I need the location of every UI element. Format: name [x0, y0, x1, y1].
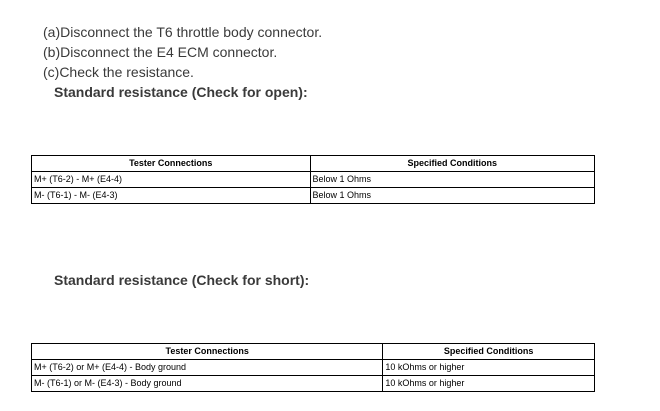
column-header-tester-connections: Tester Connections: [32, 156, 311, 172]
specified-condition-cell: Below 1 Ohms: [310, 172, 595, 188]
tester-connection-cell: M- (T6-1) - M- (E4-3): [32, 188, 311, 204]
open-check-heading: Standard resistance (Check for open):: [54, 84, 308, 100]
specified-condition-cell: 10 kOhms or higher: [383, 360, 595, 376]
table-row: [32, 376, 595, 392]
table-header-row: [32, 344, 595, 360]
table-row: [32, 360, 595, 376]
table-header-row: [32, 156, 595, 172]
step-a-text: (a)Disconnect the T6 throttle body connector.: [43, 24, 323, 40]
specified-condition-cell: Below 1 Ohms: [310, 188, 595, 204]
open-check-table: [31, 155, 595, 204]
short-check-table: [31, 343, 595, 392]
tester-connection-cell: M- (T6-1) or M- (E4-3) - Body ground: [32, 376, 383, 392]
tester-connection-cell: M+ (T6-2) - M+ (E4-4): [32, 172, 311, 188]
tester-connection-cell: M+ (T6-2) or M+ (E4-4) - Body ground: [32, 360, 383, 376]
table-row: [32, 188, 595, 204]
column-header-specified-conditions: Specified Conditions: [383, 344, 595, 360]
specified-condition-cell: 10 kOhms or higher: [383, 376, 595, 392]
step-b-text: (b)Disconnect the E4 ECM connector.: [43, 44, 278, 60]
table-row: [32, 172, 595, 188]
column-header-tester-connections: Tester Connections: [32, 344, 383, 360]
short-check-heading: Standard resistance (Check for short):: [54, 272, 310, 288]
step-c-text: (c)Check the resistance.: [43, 64, 194, 80]
column-header-specified-conditions: Specified Conditions: [310, 156, 595, 172]
